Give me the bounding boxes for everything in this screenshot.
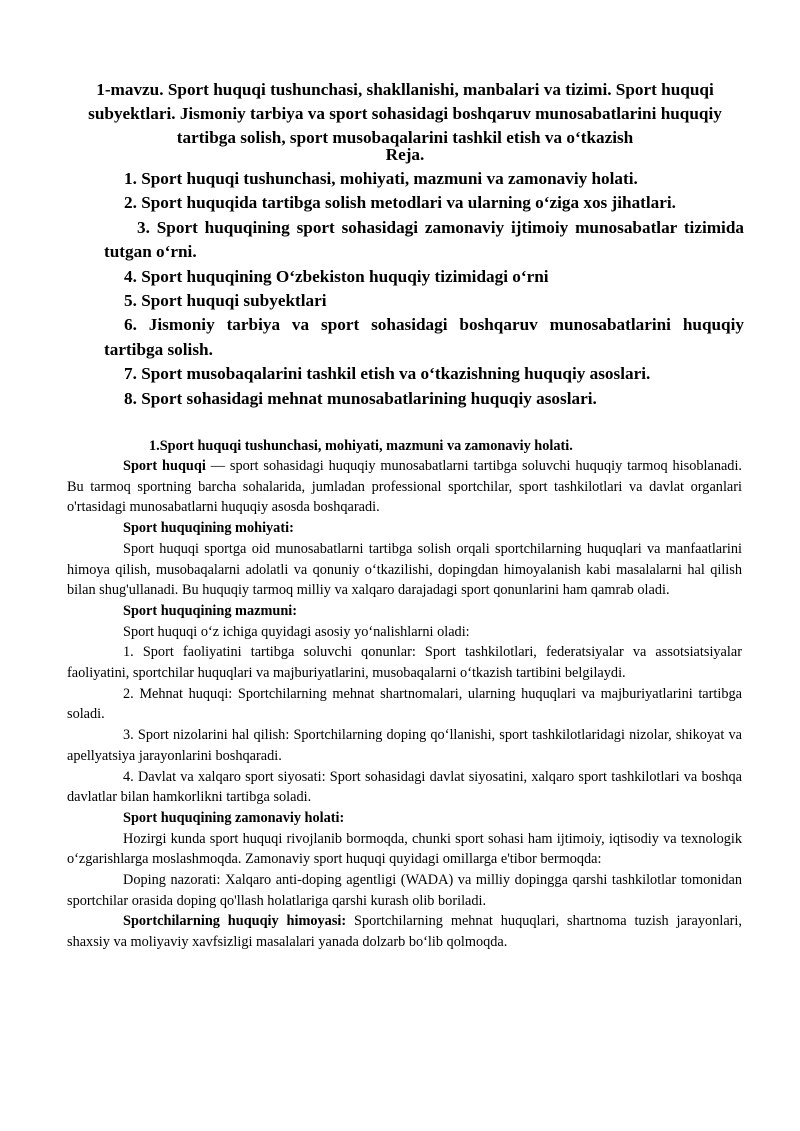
paragraph-himoya [67, 911, 742, 952]
plan-item-8: 8. Sport sohasidagi mehnat munosabatlarining huquqiy asoslari. [124, 388, 597, 408]
plan-item-7: 7. Sport musobaqalarini tashkil etish va o‘tkazishning huquqiy asoslari. [124, 364, 651, 384]
plan-item-3: 3. Sport huquqining sport sohasidagi zamonaviy ijtimoiy munosabatlar tizimida tutgan o‘rni. [104, 217, 744, 262]
plan-list [104, 167, 744, 411]
heading-zamonaviy: Sport huquqining zamonaviy holati: [123, 809, 345, 826]
plan-item-2: 2. Sport huquqida tartibga solish metodlari va ularning o‘ziga xos jihatlari. [124, 193, 676, 213]
mazmuni-item-3: 3. Sport nizolarini hal qilish: Sportchilarning doping qo‘llanishi, sport tashkilotlaridagi nizolar, shikoyat va apellyatsiya jarayonlarini boshqaradi. [67, 727, 742, 764]
heading-mohiyati: Sport huquqining mohiyati: [123, 520, 294, 537]
term-himoya: Sportchilarning huquqiy himoyasi: [123, 913, 347, 930]
mazmuni-item-1: 1. Sport faoliyatini tartibga soluvchi qonunlar: Sport tashkilotlari, federatsiyalar va assotsiatsiyalar faoliyatini, sportchilar huquqlari va majburiyatlarini, musobaqalarni o‘tkazish tartibini belgilaydi. [67, 644, 742, 682]
mazmuni-item-4: 4. Davlat va xalqaro sport siyosati: Sport sohasidagi davlat siyosatini, xalqaro sport tashkilotlari va boshqa davlatlar bilan hamkorlikni tartibga soladi. [67, 768, 742, 806]
heading-mazmuni: Sport huquqining mazmuni: [123, 602, 298, 619]
plan-item-4: 4. Sport huquqining O‘zbekiston huquqiy tizimidagi o‘rni [124, 266, 549, 286]
paragraph-mohiyati: Sport huquqi sportga oid munosabatlarni tartibga solish orqali sportchilarning huquqlari va manfaatlarini himoya qilish, musobaqalarni adolatli va qonuniy o‘tkazilishi, dopingdan himoyalanish kabi masalalarni hal qilish bilan shug'ullanadi. Bu huquqiy tarmoq milliy va xalqaro darajadagi sport qonunlarini ham qamrab oladi. [67, 540, 742, 599]
section-title: 1.Sport huquqi tushunchasi, mohiyati, mazmuni va zamonaviy holati. [149, 438, 573, 454]
document-title: 1-mavzu. Sport huquqi tushunchasi, shakllanishi, manbalari va tizimi. Sport huquqi subyektlari. Jismoniy tarbiya va sport sohasidagi boshqaruv munosabatlarini huquqiy tartibga solish, sport musobaqalarini tashkil etish va o‘tkazish [88, 80, 722, 147]
definition-text: — sport sohasidagi huquqiy munosabatlarni tartibga soluvchi huquqiy tarmoq hisoblanadi. Bu tarmoq sportning barcha sohalarida, jumladan professional sportchilar, sport tashkilotlari va davlat organlari o'rtasidagi munosabatlarni huquqiy asosda boshqaradi. [67, 458, 743, 516]
plan-item-5: 5. Sport huquqi subyektlari [124, 291, 327, 311]
definition-paragraph [67, 456, 742, 518]
mazmuni-item-2: 2. Mehnat huquqi: Sportchilarning mehnat shartnomalari, ularning huquqlari va majburiyatlarini tartibga soladi. [67, 685, 742, 723]
plan-heading: Reja. [385, 145, 425, 164]
document-body [67, 456, 742, 953]
himoya-text: Sportchilarning mehnat huquqlari, shartnoma tuzish jarayonlari, shaxsiy va moliyaviy xavfsizligi masalalari yanada dolzarb bo‘lib qolmoqda. [67, 913, 742, 951]
paragraph-zamonaviy: Hozirgi kunda sport huquqi rivojlanib bormoqda, chunki sport sohasi ham ijtimoiy, iqtisodiy va texnologik o‘zgarishlarga moslashmoqda. Zamonaviy sport huquqi quyidagi omillarga e'tibor bermoqda: [67, 830, 742, 868]
paragraph-mazmuni-intro: Sport huquqi o‘z ichiga quyidagi asosiy yo‘nalishlarni oladi: [123, 623, 470, 640]
paragraph-doping: Doping nazorati: Xalqaro anti-doping agentligi (WADA) va milliy dopingga qarshi tashkilotlar tomonidan sportchilar orasida doping qo'llash holatlariga qarshi kurash olib boriladi. [67, 872, 742, 909]
term-sport-huquqi: Sport huquqi [123, 458, 206, 474]
plan-item-1: 1. Sport huquqi tushunchasi, mohiyati, mazmuni va zamonaviy holati. [124, 169, 638, 188]
plan-item-6: 6. Jismoniy tarbiya va sport sohasidagi boshqaruv munosabatlarini huquqiy tartibga solish. [104, 315, 744, 359]
